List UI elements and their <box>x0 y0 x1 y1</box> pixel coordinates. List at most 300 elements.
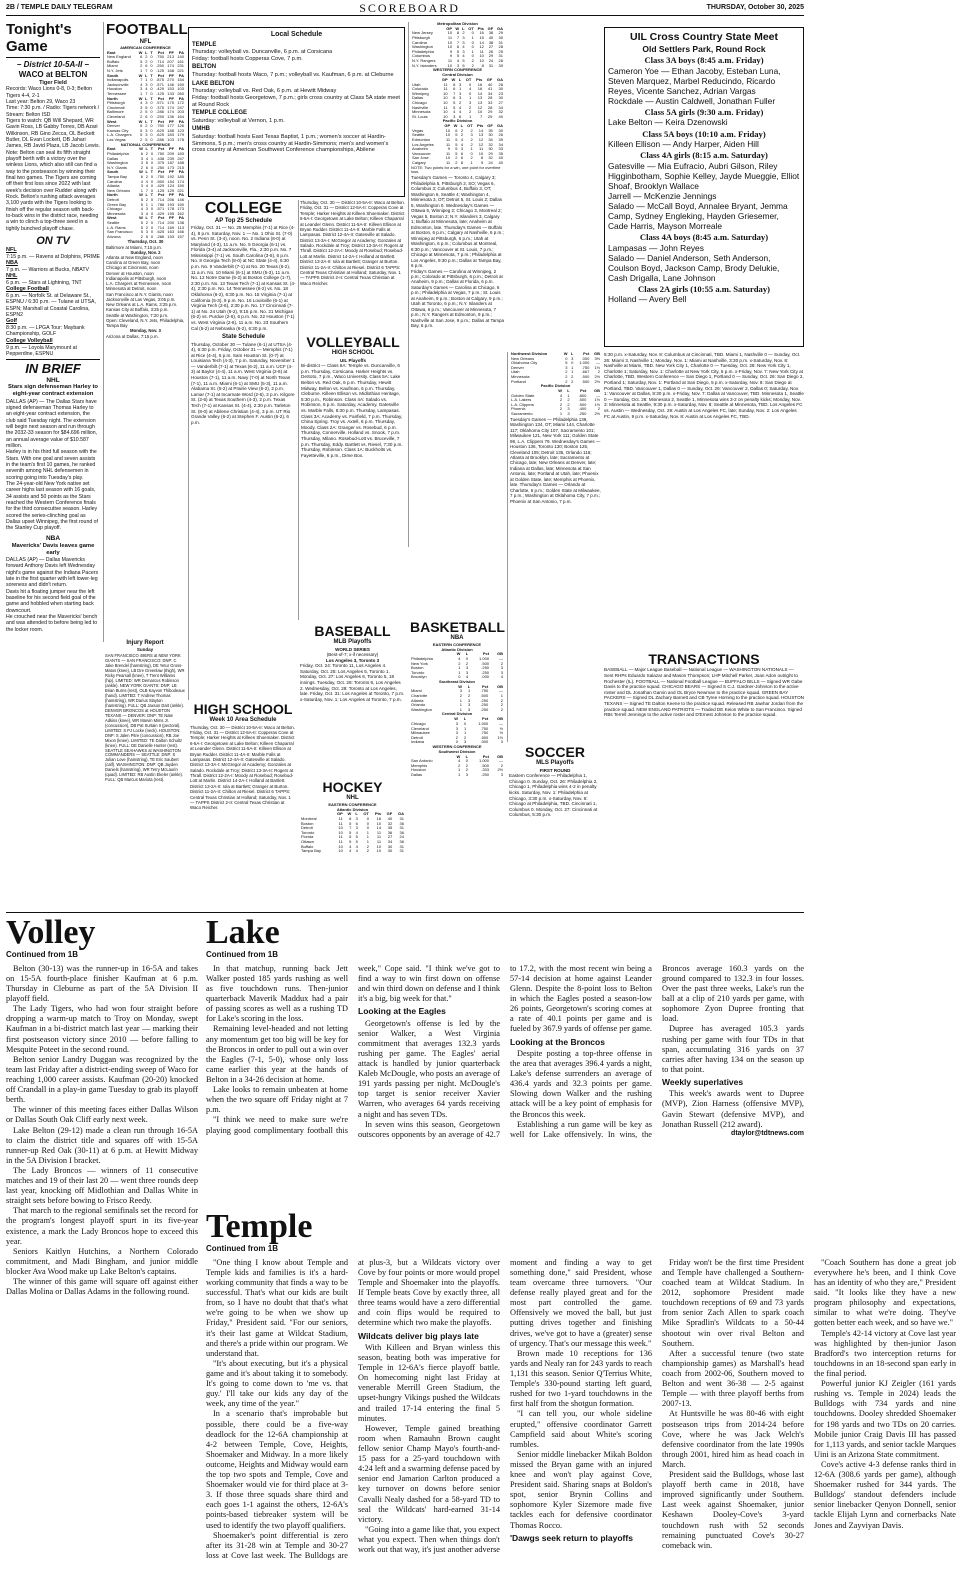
team-name: Philadelphia <box>412 48 434 54</box>
team-name: N.Y. Giants <box>107 164 127 170</box>
stat-cell: 124 <box>167 183 175 189</box>
stat-cell: 4 <box>140 100 143 106</box>
stat-cell: 153 <box>167 233 175 239</box>
state-schedule-title: State Schedule <box>221 334 265 341</box>
hs-schedule-continued <box>298 200 405 335</box>
stat-cell: 2 <box>500 660 503 666</box>
stat-cell: 2 <box>145 58 148 64</box>
stat-cell: 3 <box>462 35 465 41</box>
stat-cell: .750 <box>581 364 590 370</box>
temple-story-body <box>206 1257 956 1563</box>
column-header: PA <box>178 118 184 124</box>
stat-cell: 3 <box>567 411 570 416</box>
stat-cell: 209 <box>167 151 175 157</box>
team-name: Dallas <box>411 772 423 778</box>
stat-cell: 183 <box>167 132 174 138</box>
stat-cell: 32 <box>488 155 493 161</box>
stat-cell: 3 <box>140 155 143 161</box>
column-header: PF <box>168 192 175 198</box>
stat-cell: .250 <box>156 114 164 119</box>
metro-division-label: Metropolitan Division <box>437 21 478 26</box>
stat-cell: 174 <box>167 104 174 110</box>
stat-cell: 3 <box>355 816 358 822</box>
stat-cell: 4 <box>145 210 148 216</box>
stat-cell: 161 <box>177 58 184 64</box>
stat-cell: 2 <box>471 58 474 64</box>
tonights-game-column <box>6 22 100 910</box>
nba-atlantic-table <box>410 652 504 680</box>
tv-listings <box>6 247 100 357</box>
story-paragraph: Seniors Kaitlyn Hutchins, a Northern Colorado commitment, and Madi Bingham, and junior middle blocker Ava Wood make up Lake Belton's captains. <box>6 1246 198 1277</box>
stat-cell: 4 <box>355 829 358 835</box>
team-name: Chicago <box>412 99 427 105</box>
stat-cell: 2 <box>145 224 148 230</box>
stat-cell: .750 <box>156 174 165 179</box>
stat-cell: 3 <box>456 62 460 68</box>
stat-cell: 2 <box>470 136 473 142</box>
stat-cell: 1 <box>459 697 462 703</box>
in-brief-paragraph: Davis hit a floating jumper near the left baseline for his second field goal of the game and hobbled when starting back downcourt. <box>6 588 96 614</box>
stat-cell: 10 <box>479 53 484 59</box>
team-name: Baltimore <box>107 109 124 115</box>
stat-cell: .750 <box>156 151 165 157</box>
stat-cell: 221 <box>177 68 184 74</box>
stat-cell: 1 <box>366 834 369 840</box>
stat-cell: 150 <box>177 201 184 207</box>
stat-cell: 11 <box>447 35 453 41</box>
team-name: Oklahoma City <box>511 360 538 366</box>
stat-cell: 2 <box>462 30 465 36</box>
division-name: East <box>107 146 116 152</box>
team-name: New Orleans <box>107 187 131 193</box>
stat-cell: 133 <box>167 91 174 97</box>
stat-cell: 174 <box>167 109 174 115</box>
venue-line: Tiger Field <box>39 79 67 86</box>
stat-cell: 10 <box>338 848 343 854</box>
series-format: (Best-of-7; x-if necessary) <box>326 652 379 658</box>
stat-cell: 179 <box>177 132 184 138</box>
column-header: Pct <box>157 49 164 55</box>
stat-cell: 0 <box>150 219 154 225</box>
stat-cell: 10 <box>477 109 483 115</box>
stat-cell: 27 <box>498 99 503 105</box>
column-header: W <box>347 811 352 817</box>
story-paragraph: However, Temple gained breathing room when Ramauhn Brown caught fellow senior Champ Mayo's fourth-and-15 pass for a 25-yard touchdown with 4:24 left and a swarming defense paced by senior end Jamarion Carlton produced a key turnover on downs before senior Cavalli Nealy dashed for a 58-yard TD to seal the Wildcats' hard-earned 31-14 victory. <box>358 1423 500 1524</box>
cross-country-entries <box>608 55 800 304</box>
column-header: PF <box>168 49 174 55</box>
stat-cell: 3 <box>467 697 471 703</box>
stat-cell: 1 <box>470 146 473 152</box>
stat-cell: 3 <box>145 100 148 106</box>
in-brief-nhl-headline: Stars sign defenseman Harley to eight-year contract extension <box>8 384 98 398</box>
stat-cell: 3 <box>467 706 471 712</box>
stat-cell: 8 <box>456 30 460 36</box>
race-entrants: Lampasas — John Reyes <box>608 242 704 253</box>
column-header: T <box>150 72 153 78</box>
team-name: N.Y. Islanders <box>412 62 437 68</box>
stat-cell: 14 <box>376 825 382 831</box>
stat-cell: 2 <box>500 697 503 703</box>
stat-cell: 12 <box>478 141 484 147</box>
series-score: Los Angeles 3, Toronto 3 <box>325 657 380 663</box>
column-header: PF <box>168 169 175 175</box>
stat-cell: 5 <box>140 58 143 64</box>
column-header: W <box>455 25 460 31</box>
volley-story-body <box>6 964 198 1298</box>
nba-southwest-label: Southwest Division <box>438 748 476 754</box>
stat-cell: 6 <box>480 155 484 161</box>
local-event: Saturday: volleyball at Vernon, 1 p.m. <box>192 117 285 124</box>
stat-cell: .571 <box>156 206 165 212</box>
lake-story-headline: Lake <box>206 914 280 951</box>
stat-cell: 12 <box>478 136 484 142</box>
stat-cell: 103 <box>177 86 184 92</box>
schedule-game: Minnesota at Detroit, noon <box>106 286 157 292</box>
stat-cell: 2 <box>559 406 563 412</box>
stat-cell: 2 <box>145 174 148 179</box>
stat-cell: 3 <box>455 725 459 731</box>
column-header: W <box>139 215 143 221</box>
team-name: Denver <box>107 123 120 129</box>
stat-cell: 4 <box>140 206 143 212</box>
stat-cell: 12 <box>479 44 484 50</box>
team-name: Toronto <box>301 829 315 835</box>
column-header: L <box>145 95 148 101</box>
atlantic-standings-table <box>300 812 405 853</box>
stat-cell: 0 <box>150 81 153 87</box>
ap-top25-schedule: Friday, Oct. 31 — No. 25 Memphis (7-1) at Rice (4-4), 8 p.m. Saturday, Nov. 1 — No. 1 Ohio St. (7-0) vs. Penn St. (3-4), noon. No. 2 Indiana (8-0) at Maryland (4-3), 11 a.m. No. 5 Georgia (6-1) vs. Florida (3-4) at Jacksonville, Fla., 2:30 p.m. No. 7 Mississippi (7-1) vs. South Carolina (3-5), 6 p.m. No. 8 Georgia Tech (8-0) at NC State (4-4), 6:30 p.m. No. 9 Vanderbilt (7-1) at No. 20 Texas (6-2), 11 a.m. No. 10 Miami (6-1) at SMU (5-3), 11 a.m. No. 12 Notre Dame (5-2) at Boston College (1-7), 2:30 p.m. No. 13 Texas Tech (7-1) at Kansas St. (4-4), 2:30 p.m. No. 14 Tennessee (6-2) vs. No. 18 Oklahoma (6-2), 6:30 p.m. No. 15 Virginia (7-1) at California (5-3), 9 p.m. No. 16 Louisville (6-1) at Virginia Tech (2-6), 2:30 p.m. No. 17 Cincinnati (7-1) at No. 24 Utah (6-2), 9:15 p.m. No. 21 Michigan (6-2) vs. Purdue (2-6), 6 p.m. No. 22 Houston (7-1) vs. West Virginia (2-6), 11 a.m. No. 23 Southern Cal (5-2) at Nebraska (6-2), 6:30 p.m. <box>191 224 296 331</box>
team-name: Ottawa <box>301 839 314 845</box>
column-header: T <box>150 95 153 101</box>
column-header: GB <box>594 351 600 356</box>
local-event: Thursday: volleyball vs. Red Oak, 6 p.m. at Hewitt Midway <box>192 87 337 94</box>
stat-cell: .750 <box>480 730 489 736</box>
column-header: L <box>570 351 574 356</box>
team-name: N.Y. Jets <box>107 68 123 74</box>
stat-cell: 5 <box>462 62 465 68</box>
stat-cell: 2 <box>597 406 600 412</box>
stat-cell: 10 <box>443 109 448 115</box>
table-row <box>410 773 504 778</box>
injury-report-text: SAN FRANCISCO 49ERS at NEW YORK GIANTS — SAN FRANCISCO: DNP: C Jake Brendel (hamstring), DE Yetur Gross-Matos (knee), LB Dre Greenlaw (thigh), WR Ricky Pearsall (knee), T Trent Williams (hip). LIMITED: WR Demarcus Robinson (ankle). NEW YORK GIANTS: DNP: LB Brian Burns (rest), OLB Kayvon Thibodeaux (hand). LIMITED: T Andrew Thomas (hamstring), WR Darius Slayton (hamstring). FULL: QB Jaxson Dart (ankle). DENVER BRONCOS at HOUSTON TEXANS — DENVER: DNP: TE Nate Adkins (knee), WR Marvin Mims Jr. (concussion), DB Pat Surtain II (pectoral). LIMITED: S PJ Locke (neck). HOUSTON: DNP: S Jalen Pitre (concussion), RB Joe Mixon (knee). LIMITED: TE Dalton Schultz (knee). FULL: DE Danielle Hunter (rest). SEATTLE SEAHAWKS at WASHINGTON COMMANDERS — SEATTLE: DNP: S Julian Love (hamstring), TE Eric Saubert (calf). WASHINGTON: DNP: QB Jayden Daniels (hamstring), WR Terry McLaurin (quad). LIMITED: RB Austin Ekeler (ankle). FULL: QB Marcus Mariota (rest). <box>105 652 185 783</box>
team-name: Utah <box>511 369 520 375</box>
soccer-title: SOCCER <box>525 744 585 760</box>
column-header: PF <box>168 215 175 221</box>
team-name: Minnesota <box>511 373 530 379</box>
team-name: Washington <box>411 706 432 712</box>
stat-cell: 150 <box>177 81 184 87</box>
team-name: Dallas <box>412 95 424 101</box>
stat-cell: 2 <box>559 397 563 403</box>
stat-cell: 33 <box>487 99 493 105</box>
stat-cell: 2½ <box>594 378 600 384</box>
team-name: New York <box>411 660 428 666</box>
column-header: GB <box>497 716 503 722</box>
race-heading: Class 5A boys (10:10 a.m. Friday) <box>642 128 766 139</box>
stat-cell: .250 <box>480 706 489 712</box>
stat-cell: 6 <box>453 86 456 92</box>
metro-standings-table <box>411 27 504 68</box>
stat-cell: 153 <box>167 86 174 92</box>
stat-cell: 14 <box>478 127 484 133</box>
stat-cell: 154 <box>177 77 184 83</box>
stat-cell: 4 <box>458 656 461 662</box>
stat-cell: .000 <box>480 739 489 745</box>
story-paragraph: The winner of this meeting faces either Dallas Wilson or Dallas South Oak Cliff early next week. <box>6 1105 198 1125</box>
column-header: L <box>145 215 148 221</box>
stat-cell: 136 <box>167 114 174 119</box>
stat-cell: 11 <box>445 150 451 156</box>
stat-cell: 3 <box>145 127 148 133</box>
story-paragraph: "I think we need to make sure we're playing good complimentary football this week," Cope said. "I think we've got to find a way to win first down on offense and win third down on defense and I think it's a big, big week for that." <box>206 963 500 1135</box>
stat-cell: 2 <box>145 196 148 202</box>
pacific-standings-table <box>411 124 504 165</box>
stat-cell: 146 <box>177 196 184 202</box>
column-header: T <box>150 118 153 124</box>
stat-cell: 1 <box>145 77 148 83</box>
in-brief-paragraph: He crouched near the Mavericks' bench and was attended to before being led to the locker room. <box>6 613 98 633</box>
mls-playoffs-label: MLS Playoffs <box>536 760 574 767</box>
story-paragraph: Dupree has averaged 105.3 yards rushing per game with four TDs in that span, accumulating 316 yards on 37 carries after having 134 on the season up to that point. <box>662 1024 804 1074</box>
nhl-east-label: EASTERN CONFERENCE <box>328 801 377 807</box>
stat-cell: 123 <box>177 127 184 133</box>
team-name: Denver <box>511 364 524 370</box>
stat-cell: 4 <box>355 843 358 849</box>
team-name: Las Vegas <box>107 136 126 142</box>
race-heading: Class 5A girls (9:30 a.m. Friday) <box>644 106 764 117</box>
stat-cell: 2 <box>140 233 143 239</box>
story-paragraph: Brown made 10 receptions for 136 yards and Nealy ran for 243 yards to reach 1,131 this season. Senior Q'Terrius White, Temple's 330-pound starting left guard, rushed for two 1-yard touchdowns in the first half from the shotgun formation. <box>510 1348 652 1409</box>
story-subhead: Looking at the Broncos <box>510 1036 605 1047</box>
first-round-label: FIRST ROUND <box>539 767 571 773</box>
stat-cell: 215 <box>177 164 184 170</box>
stat-cell: 2 <box>145 123 148 129</box>
team-name: Edmonton <box>412 136 431 142</box>
team-name: Green Bay <box>107 201 127 207</box>
division-name: South <box>107 72 119 78</box>
stat-cell: 3 <box>459 688 462 694</box>
stat-cell: 4 <box>349 843 352 849</box>
nfl-label: NFL <box>139 38 152 45</box>
local-team: LAKE BELTON <box>192 80 235 87</box>
column-header: T <box>150 215 154 221</box>
column-header: L <box>467 683 471 689</box>
column-header: PA <box>178 146 184 152</box>
column-header: T <box>150 192 154 198</box>
stat-cell: 203 <box>177 109 184 115</box>
stat-cell: 3 <box>500 665 503 671</box>
stat-cell: .286 <box>156 136 164 142</box>
stat-cell: .500 <box>156 178 165 184</box>
stat-cell: .438 <box>156 155 165 161</box>
stat-cell: 30 <box>498 95 503 101</box>
schedule-game: Kansas City at Buffalo, 3:25 p.m. <box>106 307 169 313</box>
stat-cell: 27 <box>387 834 393 840</box>
stat-cell: 1.000 <box>478 720 489 726</box>
team-name: Memphis <box>411 762 428 768</box>
stat-cell: 7 <box>145 91 148 97</box>
stat-cell: 0 <box>366 816 369 822</box>
column-header: GB <box>497 683 503 689</box>
stat-cell: 3 <box>465 665 469 671</box>
stat-cell: 28 <box>487 104 493 110</box>
stat-cell: 31 <box>488 62 494 68</box>
stat-cell: .500 <box>481 660 490 666</box>
team-name: San Francisco <box>107 229 133 235</box>
team-name: Miami <box>107 63 118 69</box>
college-title: COLLEGE <box>204 200 283 217</box>
column-header: L <box>462 25 465 31</box>
volleyball-playoffs: Bi-district — Class 6A: Temple vs. Duncanville, 6 p.m. Thursday, Corsicana. Harker Heights vs. DeSoto, 7 p.m., Waco University. Class 5A: Lake Belton vs. Red Oak, 6 p.m. Thursday, Hewitt Midway. Belton vs. Kaufman, 6 p.m. Thursday, Cleburne. Killeen Ellison vs. Midlothian Heritage, 5:30 p.m., Robinson. Class 4A: Salado vs. Robinson, 6 p.m. Saturday, Academy. Gatesville vs. Marble Falls, 6:30 p.m. Thursday, Lampasas. Class 3A: Academy vs. Fairfield, 7 p.m. Thursday, China Spring. Troy vs. Axtell, 6 p.m. Thursday, Moody. Class 2A: Granger vs. Rosebud, 6 p.m. Thursday, Connerville. Holland vs. Snook, 7 p.m. Thursday, Milano. Rosebud-Lott vs. Bruceville, 7 p.m. Thursday, Eddy. Bartlett vs. Riesel, 7:30 p.m. Thursday, Robinson. Class 1A: Buckholts vs. Fayetteville, 6 p.m., Dime Box. <box>301 363 403 458</box>
stat-cell: 24 <box>488 58 494 64</box>
stat-cell: .571 <box>156 100 164 106</box>
stat-cell: 3 <box>458 95 462 101</box>
stat-cell: 10 <box>478 150 484 156</box>
story-paragraph: Lake looks to remain unbeaten at home when the two square off Friday night at 7 p.m. <box>206 1085 348 1115</box>
stat-cell: 3 <box>140 183 143 189</box>
stat-cell: 2 <box>571 373 574 379</box>
race-entrants: Cameron Yoe — Ethan Jacoby, Esteban Luna, Steven Marquez, Marbel Reducindo, Ricardo Reyes, Vicente Sanchez, Adrian Vargas <box>608 65 781 96</box>
stat-cell: 1 <box>571 369 574 375</box>
stat-cell: 13 <box>477 99 483 105</box>
stat-cell: .750 <box>156 123 164 129</box>
stat-cell: 5 <box>455 141 458 147</box>
table-row <box>300 849 405 854</box>
stat-cell: 2½ <box>594 373 600 379</box>
transactions-column <box>604 652 804 910</box>
stat-cell: 187 <box>167 160 175 166</box>
stat-cell: 2 <box>567 397 570 403</box>
stat-cell: 0 <box>150 100 153 106</box>
tonights-game-notes <box>6 86 100 232</box>
team-name: Detroit <box>301 825 313 831</box>
stat-cell: 11 <box>479 146 484 152</box>
local-schedule-box <box>188 27 405 197</box>
stat-cell: 32 <box>387 820 393 826</box>
race-entrants: Lake Belton — Keira Dzenowski <box>608 117 728 128</box>
stat-cell: 260 <box>177 91 184 97</box>
stat-cell: 10 <box>447 62 453 68</box>
column-header: PA <box>178 72 184 78</box>
stat-cell: 1 <box>469 95 472 101</box>
stat-cell: 163 <box>167 229 175 235</box>
stat-cell: .750 <box>480 725 489 731</box>
stat-cell: 0 <box>150 160 154 166</box>
stat-cell: 3 <box>145 229 148 235</box>
stat-cell: .286 <box>156 109 164 115</box>
stat-cell: 4 <box>465 674 469 680</box>
tv-listing: 9 p.m. — Loyola Marymount at Pepperdine, ESPNU <box>6 344 77 357</box>
stat-cell: 5 <box>456 48 460 54</box>
stat-cell: 29 <box>487 113 493 119</box>
story-paragraph: Senior middle linebacker Mikah Boldon missed the Bryan game with an injured knee and won't play against Cove, President said. Sharing snaps at Boldon's spot, senior Brynin Collins and sophomore Kyler Sizemore made five tackles each for defensive coordinator Thomas Rocco. <box>510 1449 652 1530</box>
team-name: Nashville <box>412 104 429 110</box>
stat-cell: 162 <box>177 210 184 216</box>
stat-cell: 4 <box>145 86 148 92</box>
stat-cell: 3 <box>500 669 503 675</box>
stat-cell: 0 <box>465 758 469 764</box>
stat-cell: 1½ <box>594 364 600 370</box>
stat-cell: .500 <box>481 762 489 768</box>
story-paragraph: In a scenario that's improbable but possible, there could be a five-way deadlock for the 12-6A championship at 4-2 between Temple, Cove, Heights, Shoemaker and Midway. In a more likely outcome, Heights and Midway would earn the top two spots and Temple, Cove and Shoemaker would vie for third place at 3-3. If those three squads share third and each goes 1-1 against the others, 12-6A's points-based tiebreaker system will be used to identify the two playoff qualifiers. <box>206 1409 348 1530</box>
column-header: W <box>563 351 568 356</box>
team-name: Golden State <box>511 392 535 398</box>
stat-cell: 4 <box>140 178 143 184</box>
stat-cell: 1 <box>140 187 143 193</box>
division-name: East <box>107 49 116 55</box>
stat-cell: 13 <box>478 132 484 138</box>
stat-cell: 1 <box>459 706 462 712</box>
afc-label: AMERICAN CONFERENCE <box>120 44 171 50</box>
stat-cell: 1 <box>571 364 574 370</box>
story-paragraph: The winner of this game will square off against either Dallas Molina or Dallas Adams in the following round. <box>6 1277 198 1297</box>
stat-cell: 30 <box>488 132 493 138</box>
team-name: Tampa Bay <box>107 174 128 179</box>
story-paragraph: Powerful junior KJ Zeigler (161 yards rushing vs. Temple in 2024) leads the Bulldogs with 734 yards and nine touchdowns. Dooley shredded Shoemaker for 198 yards and two TDs on 20 carries. Mobile junior Craig Davis III has passed for 1,113 yards, and senior tackle Marques Uini is an Arizona State commitment. <box>814 1379 956 1459</box>
issue-date: THURSDAY, October 30, 2025 <box>706 4 804 12</box>
stat-cell: 0 <box>150 136 153 142</box>
stat-cell: 4 <box>462 53 465 59</box>
column-header: PF <box>168 72 174 78</box>
stat-cell: 2 <box>500 702 503 708</box>
stat-cell: 23 <box>498 90 503 96</box>
stat-cell: .500 <box>480 734 489 740</box>
stat-cell: 0 <box>150 58 153 64</box>
stat-cell: 6 <box>460 150 464 156</box>
column-header: T <box>150 146 154 152</box>
schedule-game: Baltimore at Miami, 7:15 p.m. <box>106 244 162 250</box>
stat-cell: 175 <box>167 100 174 106</box>
column-header: L <box>145 118 148 124</box>
column-header: GP <box>441 76 448 82</box>
race-heading: Class 4A boys (8:45 a.m. Saturday) <box>639 232 769 243</box>
stat-cell: 11 <box>443 104 448 110</box>
stat-cell: 1½ <box>497 734 503 740</box>
stat-cell: .375 <box>156 104 164 110</box>
stat-cell: 7 <box>349 825 352 831</box>
nhl-games-upcoming: Friday's Games — Carolina at Winnipeg, 2 p.m.; Colorado at Pittsburgh, 6 p.m.; Detroit at Anaheim, 9 p.m.; Dallas at Florida, 6 p.m. Saturday's Games — Carolina at Chicago, 6 p.m.; Philadelphia at Vegas, 7 p.m.; St. Louis at Anaheim, 9 p.m.; Boston at Calgary, 9 p.m.; Utah at Toronto, 6 p.m.; N.Y. Islanders at Ottawa, 6 p.m.; Vancouver at Minnesota, 7 p.m.; N.Y. Rangers at Edmonton, 9 p.m.; Nashville at San Jose, 9 p.m.; Dallas at Tampa Bay, 6 p.m. <box>411 268 504 329</box>
stat-cell: 6 <box>140 174 143 179</box>
stat-cell: 38 <box>488 39 494 45</box>
stat-cell: 15 <box>479 35 484 41</box>
stat-cell: 3 <box>469 99 472 105</box>
stat-cell: 140 <box>177 54 184 60</box>
column-header: L <box>145 169 148 175</box>
stat-cell: 14 <box>477 90 483 96</box>
column-header: PF <box>168 118 174 124</box>
stat-cell: 168 <box>167 68 174 74</box>
stat-cell: 2 <box>458 99 462 105</box>
team-name: New Orleans <box>511 355 535 361</box>
column-header: W <box>139 169 143 175</box>
stat-cell: 41 <box>487 86 493 92</box>
column-header: L <box>145 72 148 78</box>
stat-cell: ½ <box>499 730 503 736</box>
story-paragraph: At Huntsville he was 80-46 with eight postseason trips from 2014-24 before Cove, where he was Jack Welch's defensive coordinator from the late 1990s through 2001, hired him as head coach in March. <box>662 1409 804 1469</box>
stat-cell: 7 <box>140 77 143 83</box>
race-entrants: Salado — McCall Boyd, Annalee Bryant, Jemma Camp, Sydney Engleking, Hayden Griesemer, Cade Harris, Mayson Morreale <box>608 200 788 232</box>
column-header: GF <box>386 811 393 817</box>
stat-cell: 138 <box>177 219 184 225</box>
stat-cell: 1.000 <box>478 758 489 764</box>
story-paragraph: Belton (30-13) was the runner-up in 16-5A and takes on 15-5A fourth-place finisher Kaufman at 6 p.m. Thursday in Cleburne as part of the 5A Division II playoff field. <box>6 963 198 1004</box>
stat-cell: 6 <box>145 114 148 119</box>
stat-cell: 1 <box>559 411 563 416</box>
team-name: Tennessee <box>107 91 127 97</box>
hockey-title: HOCKEY <box>322 779 383 795</box>
story-paragraph: This week's awards went to Dupree (MVP), Zion Harness (offensive MVP), Gavin Stewart (defensive MVP), and Jonathan Russell (212 award). <box>662 1089 804 1129</box>
stat-cell: 10 <box>479 58 484 64</box>
